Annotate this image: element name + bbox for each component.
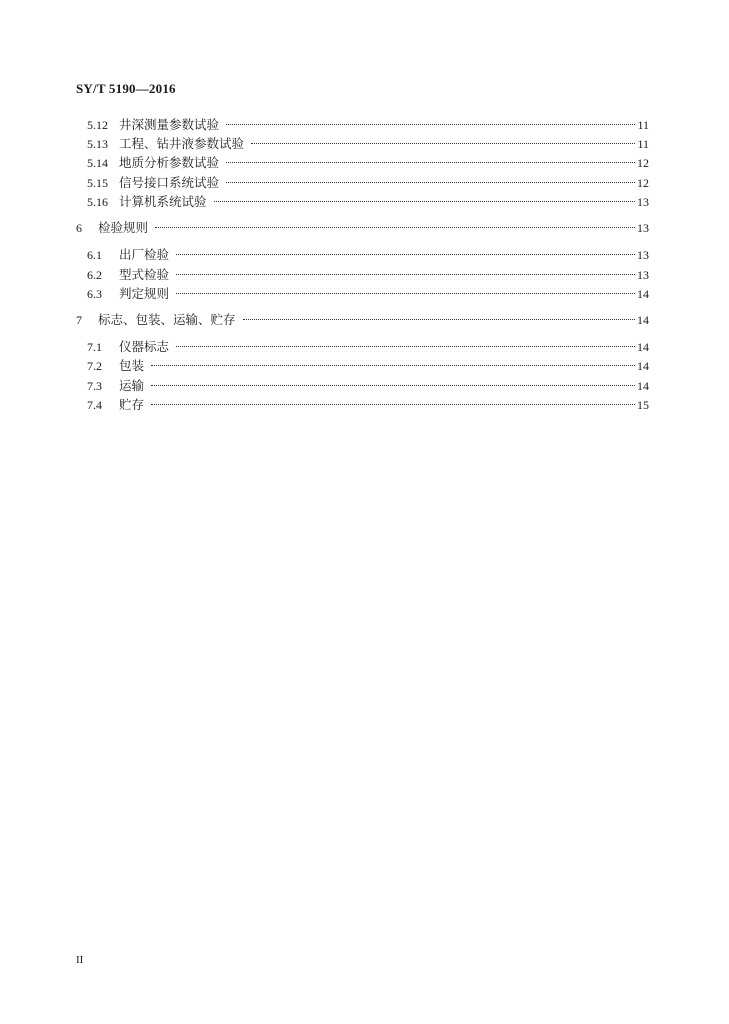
dot-leader: [151, 365, 635, 366]
page-number: II: [76, 954, 84, 966]
toc-number: 5.12: [87, 118, 108, 132]
toc-page: 12: [637, 176, 649, 190]
toc-entry-5-15[interactable]: [87, 174, 649, 192]
toc-entry-5-16[interactable]: [87, 193, 649, 211]
toc-number: 5.15: [87, 176, 108, 190]
toc-entry-7-3[interactable]: [87, 377, 649, 395]
toc-number: 6.3: [87, 287, 102, 301]
toc-page: 13: [637, 221, 649, 235]
toc-entry-6-3[interactable]: [87, 285, 649, 303]
toc-number: 6.1: [87, 248, 102, 262]
toc-page: 14: [637, 379, 649, 393]
toc-page: 14: [637, 359, 649, 373]
toc-entry-5-13[interactable]: [87, 135, 649, 153]
toc-entry-6-1[interactable]: [87, 246, 649, 264]
dot-leader: [226, 162, 635, 163]
toc-title: 运输: [119, 378, 145, 393]
toc-page: 11: [637, 137, 649, 151]
toc-number: 7: [76, 313, 82, 327]
dot-leader: [155, 227, 635, 228]
toc-title: 判定规则: [119, 286, 170, 301]
toc-page: 11: [637, 118, 649, 132]
toc-entry-5-14[interactable]: [87, 154, 649, 172]
toc-entry-5-12[interactable]: [87, 116, 649, 134]
toc-number: 7.3: [87, 379, 102, 393]
toc-title: 工程、钻井液参数试验: [119, 136, 245, 151]
toc-title: 包装: [119, 358, 145, 373]
dot-leader: [176, 346, 635, 347]
toc-entry-6[interactable]: [76, 219, 649, 237]
dot-leader: [151, 404, 635, 405]
toc-page: 13: [637, 248, 649, 262]
toc-entry-6-2[interactable]: [87, 266, 649, 284]
toc-title: 计算机系统试验: [119, 194, 207, 209]
dot-leader: [176, 254, 635, 255]
toc-number: 5.13: [87, 137, 108, 151]
document-code: SY/T 5190—2016: [76, 81, 176, 96]
toc-page: 14: [637, 340, 649, 354]
toc-page: 14: [637, 313, 649, 327]
toc-page: 14: [637, 287, 649, 301]
dot-leader: [214, 201, 635, 202]
toc-number: 5.16: [87, 195, 108, 209]
toc-title: 地质分析参数试验: [119, 155, 220, 170]
dot-leader: [226, 182, 635, 183]
toc-title: 贮存: [119, 397, 145, 412]
toc-title: 信号接口系统试验: [119, 175, 220, 190]
toc-number: 7.2: [87, 359, 102, 373]
dot-leader: [151, 385, 635, 386]
toc-title: 井深测量参数试验: [119, 117, 220, 132]
toc-entry-7-4[interactable]: [87, 396, 649, 414]
toc-number: 7.1: [87, 340, 102, 354]
toc-title: 检验规则: [98, 220, 149, 235]
dot-leader: [243, 319, 635, 320]
toc-title: 标志、包装、运输、贮存: [98, 312, 236, 327]
dot-leader: [176, 274, 635, 275]
toc-number: 6: [76, 221, 82, 235]
toc-page: 15: [637, 398, 649, 412]
dot-leader: [251, 143, 635, 144]
toc-page: 13: [637, 195, 649, 209]
toc-page: 12: [637, 156, 649, 170]
toc-entry-7-1[interactable]: [87, 338, 649, 356]
toc-page: 13: [637, 268, 649, 282]
dot-leader: [176, 293, 635, 294]
toc-entry-7-2[interactable]: [87, 357, 649, 375]
toc-number: 5.14: [87, 156, 108, 170]
dot-leader: [226, 124, 635, 125]
toc-entry-7[interactable]: [76, 311, 649, 329]
toc-title: 仪器标志: [119, 339, 170, 354]
toc-title: 出厂检验: [119, 247, 170, 262]
toc-number: 7.4: [87, 398, 102, 412]
toc-title: 型式检验: [119, 267, 170, 282]
toc-number: 6.2: [87, 268, 102, 282]
